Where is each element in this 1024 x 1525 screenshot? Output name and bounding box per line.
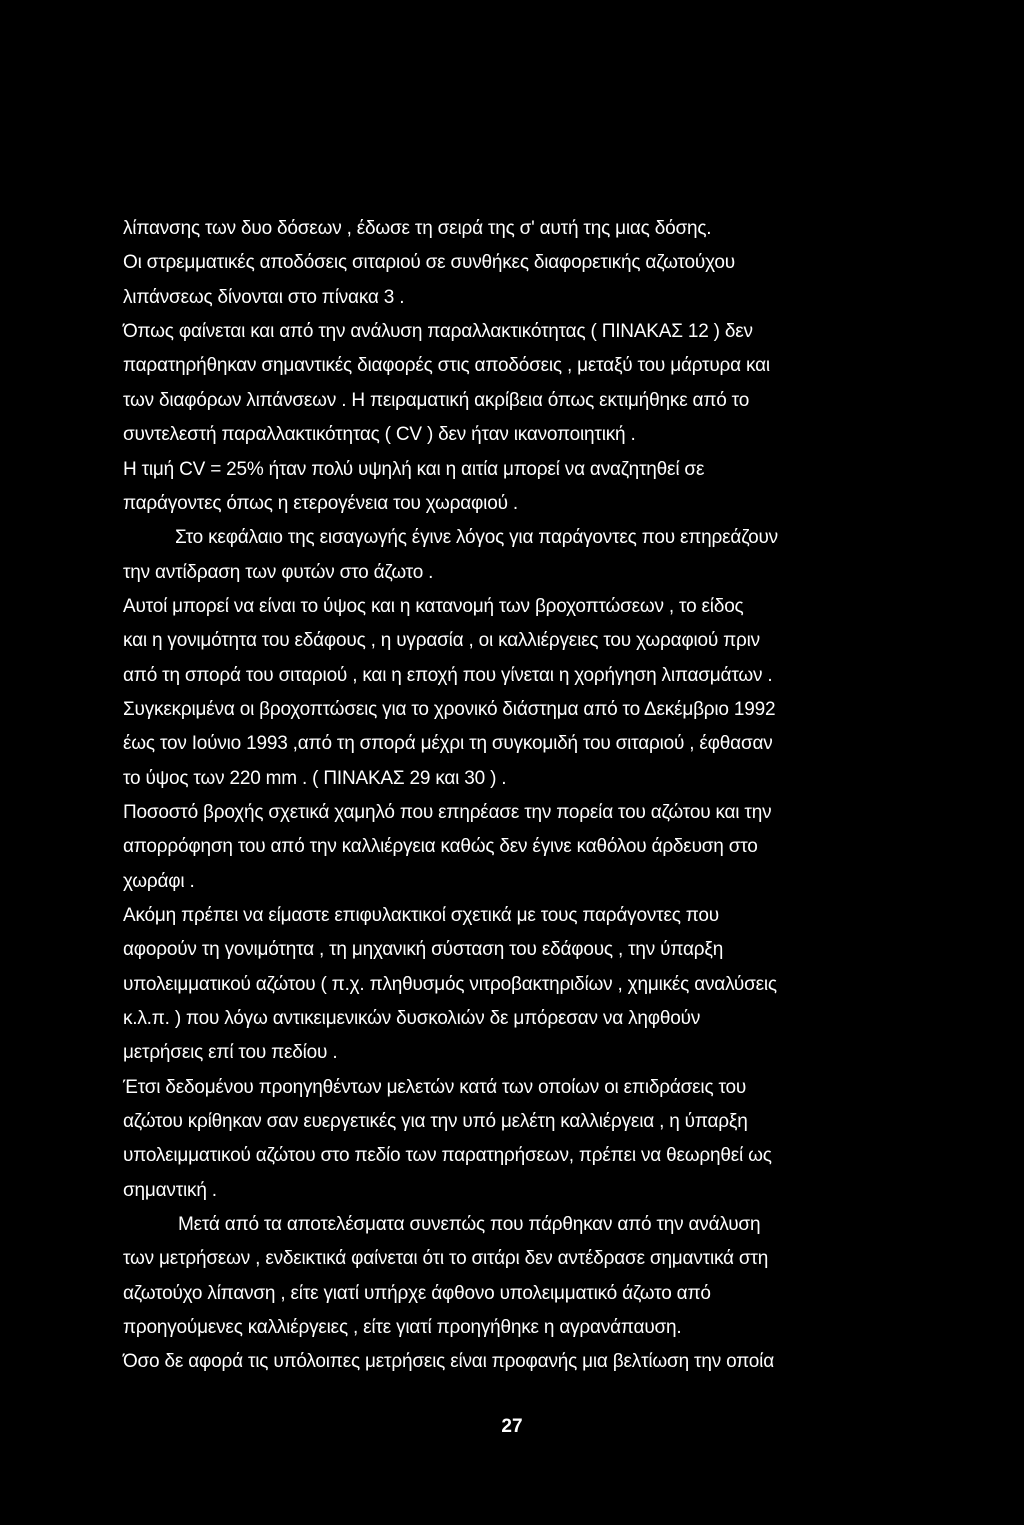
text-line: απορρόφηση του από την καλλιέργεια καθώς δεν έγινε καθόλου άρδευση στο xyxy=(123,836,758,857)
text-line: και η γονιμότητα του εδάφους , η υγρασία , οι καλλιέργειες του χωραφιού πριν xyxy=(123,630,760,651)
text-line: μετρήσεις επί του πεδίου . xyxy=(123,1042,338,1063)
text-line: προηγούμενες καλλιέργειες , είτε γιατί προηγήθηκε η αγρανάπαυση. xyxy=(123,1317,682,1338)
text-line: Όσο δε αφορά τις υπόλοιπες μετρήσεις είναι προφανής μια βελτίωση την οποία xyxy=(123,1351,774,1372)
text-line: λίπανσης των δυο δόσεων , έδωσε τη σειρά της σ' αυτή της μιας δόσης. xyxy=(123,218,712,239)
text-line: συντελεστή παραλλακτικότητας ( CV ) δεν ήταν ικανοποιητική . xyxy=(123,424,636,445)
text-line: Η τιμή CV = 25% ήταν πολύ υψηλή και η αιτία μπορεί να αναζητηθεί σε xyxy=(123,459,705,480)
text-line: από τη σπορά του σιταριού , και η εποχή που γίνεται η χορήγηση λιπασμάτων . xyxy=(123,665,773,686)
text-line: Ποσοστό βροχής σχετικά χαμηλό που επηρέασε την πορεία του αζώτου και την xyxy=(123,802,772,823)
text-line: το ύψος των 220 mm . ( ΠΙΝΑΚΑΣ 29 και 30 ) . xyxy=(123,768,507,789)
page-number: 27 xyxy=(501,1416,523,1437)
text-line: Αυτοί μπορεί να είναι το ύψος και η κατανομή των βροχοπτώσεων , το είδος xyxy=(123,596,744,617)
text-line: αζωτούχο λίπανση , είτε γιατί υπήρχε άφθονο υπολειμματικό άζωτο από xyxy=(123,1283,711,1304)
text-line: Συγκεκριμένα οι βροχοπτώσεις για το χρονικό διάστημα από το Δεκέμβριο 1992 xyxy=(123,699,776,720)
text-line: Όπως φαίνεται και από την ανάλυση παραλλακτικότητας ( ΠΙΝΑΚΑΣ 12 ) δεν xyxy=(123,321,753,342)
text-line: χωράφι . xyxy=(123,871,195,892)
text-line: λιπάνσεως δίνονται στο πίνακα 3 . xyxy=(123,287,405,308)
text-line: αζώτου κρίθηκαν σαν ευεργετικές για την υπό μελέτη καλλιέργεια , η ύπαρξη xyxy=(123,1111,748,1132)
text-line: την αντίδραση των φυτών στο άζωτο . xyxy=(123,562,434,583)
text-line: Στο κεφάλαιο της εισαγωγής έγινε λόγος για παράγοντες που επηρεάζουν xyxy=(175,527,778,548)
text-line: παρατηρήθηκαν σημαντικές διαφορές στις αποδόσεις , μεταξύ του μάρτυρα και xyxy=(123,355,770,376)
text-line: των μετρήσεων , ενδεικτικά φαίνεται ότι το σιτάρι δεν αντέδρασε σημαντικά στη xyxy=(123,1248,769,1269)
text-line: Οι στρεμματικές αποδόσεις σιταριού σε συνθήκες διαφορετικής αζωτούχου xyxy=(123,252,735,273)
text-line: σημαντική . xyxy=(123,1180,217,1201)
text-line: παράγοντες όπως η ετερογένεια του χωραφιού . xyxy=(123,493,518,514)
text-line: αφορούν τη γονιμότητα , τη μηχανική σύσταση του εδάφους , την ύπαρξη xyxy=(123,939,724,960)
text-line: κ.λ.π. ) που λόγω αντικειμενικών δυσκολιών δε μπόρεσαν να ληφθούν xyxy=(123,1008,701,1029)
text-line: των διαφόρων λιπάνσεων . Η πειραματική ακρίβεια όπως εκτιμήθηκε από το xyxy=(123,390,750,411)
text-line: υπολειμματικού αζώτου ( π.χ. πληθυσμός νιτροβακτηριδίων , χημικές αναλύσεις xyxy=(123,974,777,995)
text-line: Μετά από τα αποτελέσματα συνεπώς που πάρθηκαν από την ανάλυση xyxy=(178,1214,761,1235)
text-line: Έτσι δεδομένου προηγηθέντων μελετών κατά των οποίων οι επιδράσεις του xyxy=(123,1077,747,1098)
text-line: έως τον Ιούνιο 1993 ,από τη σπορά μέχρι τη συγκομιδή του σιταριού , έφθασαν xyxy=(123,733,773,754)
text-line: υπολειμματικού αζώτου στο πεδίο των παρατηρήσεων, πρέπει να θεωρηθεί ως xyxy=(123,1145,772,1166)
text-line: Ακόμη πρέπει να είμαστε επιφυλακτικοί σχετικά με τους παράγοντες που xyxy=(123,905,719,926)
